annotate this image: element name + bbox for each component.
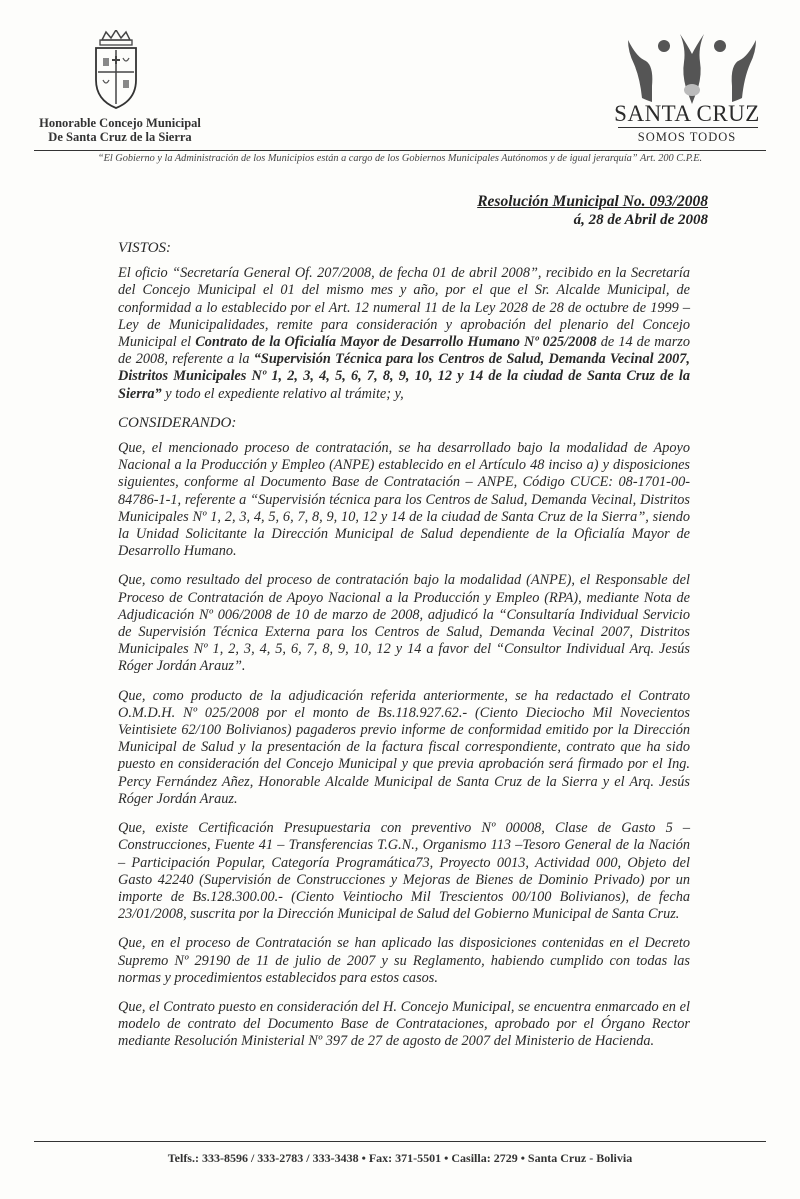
vistos-heading: VISTOS: <box>118 240 172 256</box>
vistos-paragraph <box>118 265 690 403</box>
constitution-motto: “El Gobierno y la Administración de los Municipios están a cargo de los Gobiernos Municipales Autónomos y de igual jerarquía” Art. 200 C.P.E. <box>97 153 703 164</box>
vistos-bold-contract: Contrato de la Oficialía Mayor de Desarrollo Humano Nº 025/2008 <box>195 334 597 351</box>
footer-rule <box>34 1141 766 1142</box>
considerando-paragraph: Que, como resultado del proceso de contratación bajo la modalidad (ANPE), el Responsable del Proceso de Contratación de Apoyo Nacional a la Producción y Empleo (RPA), mediante Nota de Adjudicación Nº 006/2008 de 10 de marzo de 2008, adjudicó la “Consultaría Individual Servicio de Supervisión Técnica Externa para los Centros de Salud, Demanda Vecinal 2007, Distritos Municipales Nº 1, 2, 3, 4, 5, 6, 7, 8, 9, 10, 12 y 14 a favor del “Consultor Individual Arq. Jesús Róger Jordán Arauz”. <box>118 572 690 675</box>
considerando-paragraph: Que, como producto de la adjudicación referida anteriormente, se ha redactado el Contrato O.M.D.H. Nº 025/2008 por el monto de Bs.118.927.62.- (Ciento Dieciocho Mil Novecientos Veintisiete 62/100 Bolivianos) pagaderos previo informe de conformidad emitido por la Dirección Municipal de Salud y la presentación de la factura fiscal correspondiente, contrato que ha sido puesto en consideración del Concejo Municipal y que previa aprobación será firmado por el Ing. Percy Fernández Añez, Honorable Alcalde Municipal de Santa Cruz de la Sierra y el Arq. Jesús Róger Jordán Arauz. <box>118 687 690 807</box>
council-name <box>20 116 220 144</box>
header-rule <box>34 150 766 151</box>
santa-cruz-people-logo <box>622 30 762 108</box>
considerando-paragraph: Que, el Contrato puesto en consideración del H. Concejo Municipal, se encuentra enmarcado en el modelo de contrato del Documento Base de Contrataciones, aprobado por el Órgano Rector mediante Resolución Ministerial Nº 397 de 27 de agosto de 2007 del Ministerio de Hacienda. <box>118 998 690 1050</box>
vistos-text-3: y todo el expediente relativo al trámite; y, <box>161 385 404 402</box>
considerando-paragraph: Que, el mencionado proceso de contratación, se ha desarrollado bajo la modalidad de Apoyo Nacional a la Producción y Empleo (ANPE) establecido en el Artículo 48 inciso a) y disposiciones siguientes, conforme al Documento Base de Contratación – ANPE, Código CUCE: 08-1701-00-84786-1-1, referente a “Supervisión técnica para los Centros de Salud, Demanda Vecinal, Distritos Municipales Nº 1, 2, 3, 4, 5, 6, 7, 8, 9, 10, 12 y 14 de la ciudad de Santa Cruz de la Sierra”, siendo la Unidad Solicitante la Dirección Municipal de Salud dependiente de la Oficialía Mayor de Desarrollo Humano. <box>118 440 690 560</box>
resolution-title: Resolución Municipal No. 093/2008 <box>477 193 708 210</box>
resolution-date: á, 28 de Abril de 2008 <box>573 212 708 228</box>
brand-slogan: SOMOS TODOS <box>637 130 737 144</box>
vistos-bold-subject: “Supervisión Técnica para los Centros de Salud, Demanda Vecinal 2007, Distritos Municipales Nº 1, 2, 3, 4, 5, 6, 7, 8, 9, 10, 12 y 14 de la ciudad de Santa Cruz de la Sierra” <box>118 351 690 402</box>
municipal-crest-emblem <box>88 30 144 110</box>
considerando-paragraph: Que, existe Certificación Presupuestaria con preventivo Nº 00008, Clase de Gasto 5 – Construcciones, Fuente 41 – Transferencias T.G.N., Organismo 113 –Tesoro General de la Nación – Participación Popular, Categoría Programática73, Proyecto 0013, Actividad 000, Objeto del Gasto 42240 (Supervisión de Construcciones y Mejoras de Bienes de Dominio Privado) por un importe de Bs.128.300.00.- (Ciento Veintiocho Mil Trescientos 00/100 Bolivianos), de fecha 23/01/2008, suscrita por la Dirección Municipal de Salud del Gobierno Municipal de Santa Cruz. <box>118 820 690 923</box>
brand-divider <box>618 127 758 128</box>
document-body <box>118 240 690 1063</box>
vistos-text-2: de 14 de marzo de 2008, referente a la <box>118 334 690 368</box>
considerando-paragraph: Que, en el proceso de Contratación se han aplicado las disposiciones contenidas en el Decreto Supremo Nº 29190 de 11 de julio de 2007 y su Reglamento, habiendo cumplido con todas las normas y procedimientos establecidos para estos casos. <box>118 935 690 986</box>
council-line-2: De Santa Cruz de la Sierra <box>48 130 192 144</box>
brand-name: SANTA CRUZ <box>614 101 760 126</box>
council-line-1: Honorable Concejo Municipal <box>39 116 201 130</box>
footer-contact: Telfs.: 333-8596 / 333-2783 / 333-3438 • Fax: 371-5501 • Casilla: 2729 • Santa Cruz - Bolivia <box>167 1151 633 1165</box>
vistos-text-1: El oficio “Secretaría General Of. 207/2008, de fecha 01 de abril 2008”, recibido en la Secretaría del Concejo Municipal el 01 del mismo mes y año, por el que el Sr. Alcalde Municipal, de conformidad a lo establecido por el Art. 12 numeral 11 de la Ley 2028 de 28 de octubre de 1999 – Ley de Municipalidades, remite para consideración y aprobación del plenario del Concejo Municipal el <box>118 265 690 351</box>
considerando-heading: CONSIDERANDO: <box>118 414 237 431</box>
